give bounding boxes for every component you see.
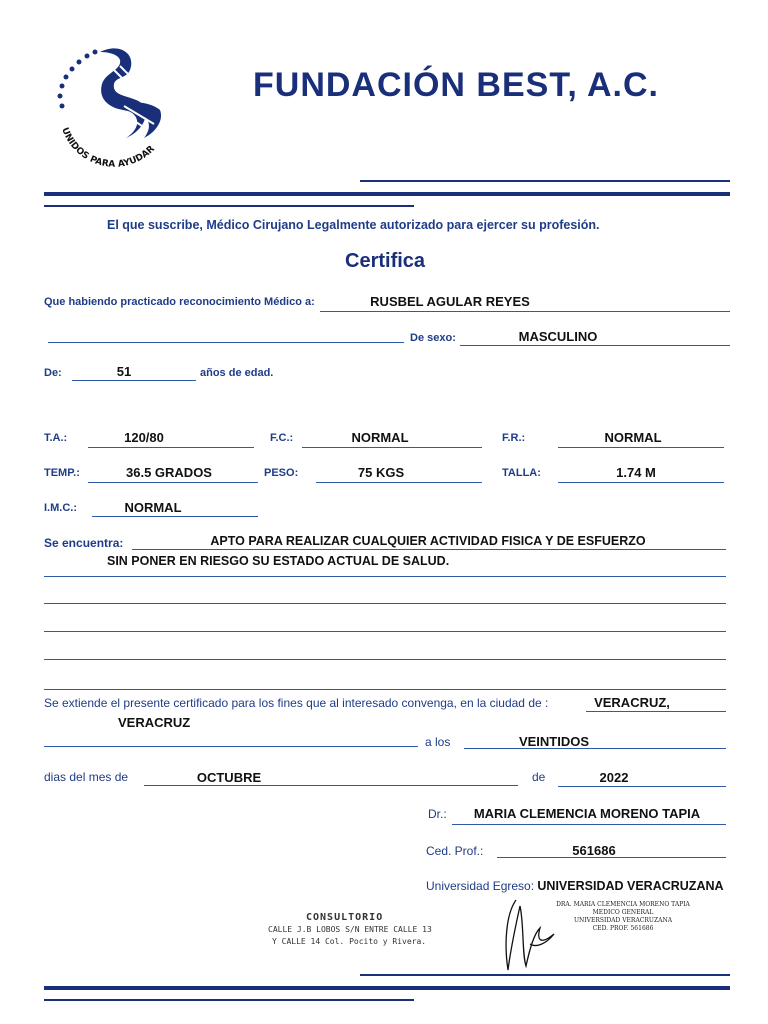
issue-text: Se extiende el presente certificado para los fines que al interesado convenga, en la ciudad de : [44, 696, 549, 710]
status-rule-6 [44, 689, 726, 690]
day-label: a los [425, 735, 451, 749]
imc-line [92, 516, 258, 517]
ta-line [88, 447, 254, 448]
fr-line [558, 447, 724, 448]
ta-label: T.A.: [44, 432, 68, 444]
doctor-seal [548, 901, 698, 933]
seal-line-1: DRA. MARIA CLEMENCIA MORENO TAPIA [556, 901, 690, 908]
uni-label-text: Universidad Egreso: [426, 879, 535, 893]
footer-rule-thick [44, 986, 730, 990]
imc-value: NORMAL [124, 500, 182, 515]
status-line-2: SIN PONER EN RIESGO SU ESTADO ACTUAL DE SALUD. [107, 554, 450, 568]
peso-value: 75 KGS [357, 465, 405, 480]
name-line-2 [48, 342, 404, 343]
intro-text: El que suscribe, Médico Cirujano Legalmente autorizado para ejercer su profesión. [107, 218, 600, 232]
month-value: OCTUBRE [196, 770, 262, 785]
foundation-logo [48, 40, 178, 170]
temp-value: 36.5 GRADOS [126, 465, 212, 480]
dr-label: Dr.: [428, 807, 447, 821]
status-label: Se encuentra: [44, 536, 124, 550]
month-label: dias del mes de [44, 770, 129, 784]
status-rule-5 [44, 659, 726, 660]
age-value: 51 [116, 364, 132, 379]
stamp-address-2: Y CALLE 14 Col. Pocito y Rivera. [272, 937, 427, 946]
sex-line [460, 345, 730, 346]
imc-label: I.M.C.: [44, 502, 77, 514]
ced-line [497, 857, 726, 858]
name-label: Que habiendo practicado reconocimiento Médico a: [44, 296, 315, 308]
day-value: VEINTIDOS [518, 734, 590, 749]
seal-line-3: UNIVERSIDAD VERACRUZANA [573, 917, 673, 924]
stamp-address-1: CALLE J.B LOBOS S/N ENTRE CALLE 13 [268, 925, 432, 934]
city-line-2 [44, 746, 418, 747]
patient-name: RUSBEL AGULAR REYES [370, 294, 530, 309]
sex-value: MASCULINO [518, 329, 598, 344]
fr-label: F.R.: [502, 432, 526, 444]
header-rule-thin-right [360, 180, 730, 182]
talla-label: TALLA: [502, 467, 541, 479]
footer-rule-thin-right [360, 974, 730, 976]
talla-value: 1.74 M [616, 465, 656, 480]
uni-label [426, 879, 724, 893]
age-suffix: años de edad. [200, 367, 274, 379]
month-line [144, 785, 518, 786]
talla-line [558, 482, 724, 483]
city-line [586, 711, 726, 712]
age-label: De: [44, 367, 62, 379]
temp-line [88, 482, 258, 483]
svg-text:UNIDOS PARA AYUDAR [59, 126, 157, 170]
header-rule-thin-left [44, 205, 414, 207]
status-line-1: APTO PARA REALIZAR CUALQUIER ACTIVIDAD FISICA Y DE ESFUERZO [210, 534, 646, 548]
year-value: 2022 [599, 770, 629, 785]
city-value-1: VERACRUZ, [594, 695, 670, 710]
footer-rule-thin-left [44, 999, 414, 1001]
status-line-1-rule [132, 549, 726, 550]
status-rule-3 [44, 603, 726, 604]
fr-value: NORMAL [604, 430, 662, 445]
age-line [72, 380, 196, 381]
fc-label: F.C.: [270, 432, 294, 444]
doctor-name: MARIA CLEMENCIA MORENO TAPIA [473, 806, 701, 821]
logo-text: UNIDOS PARA AYUDAR [59, 126, 157, 170]
year-line [558, 786, 726, 787]
page-title: FUNDACIÓN BEST, A.C. [253, 66, 659, 104]
status-rule-4 [44, 631, 726, 632]
header-rule-thick [44, 192, 730, 196]
ced-label: Ced. Prof.: [426, 844, 484, 858]
peso-label: PESO: [264, 467, 299, 479]
dr-line [452, 824, 726, 825]
ced-value: 561686 [572, 843, 616, 858]
year-label: de [532, 770, 546, 784]
peso-line [316, 482, 482, 483]
fc-line [302, 447, 482, 448]
uni-value: UNIVERSIDAD VERACRUZANA [537, 879, 724, 893]
seal-line-4: CED. PROF. 561686 [592, 925, 654, 932]
status-rule-2 [44, 576, 726, 577]
fc-value: NORMAL [351, 430, 409, 445]
certifica-heading: Certifica [345, 250, 426, 272]
day-line [464, 748, 726, 749]
consultorio-stamp-title: CONSULTORIO [306, 912, 384, 923]
seal-line-2: MEDICO GENERAL [592, 909, 654, 916]
name-line [320, 311, 730, 312]
city-value-2: VERACRUZ [118, 715, 191, 730]
temp-label: TEMP.: [44, 467, 80, 479]
ta-value: 120/80 [124, 430, 164, 445]
sex-label: De sexo: [410, 332, 456, 344]
